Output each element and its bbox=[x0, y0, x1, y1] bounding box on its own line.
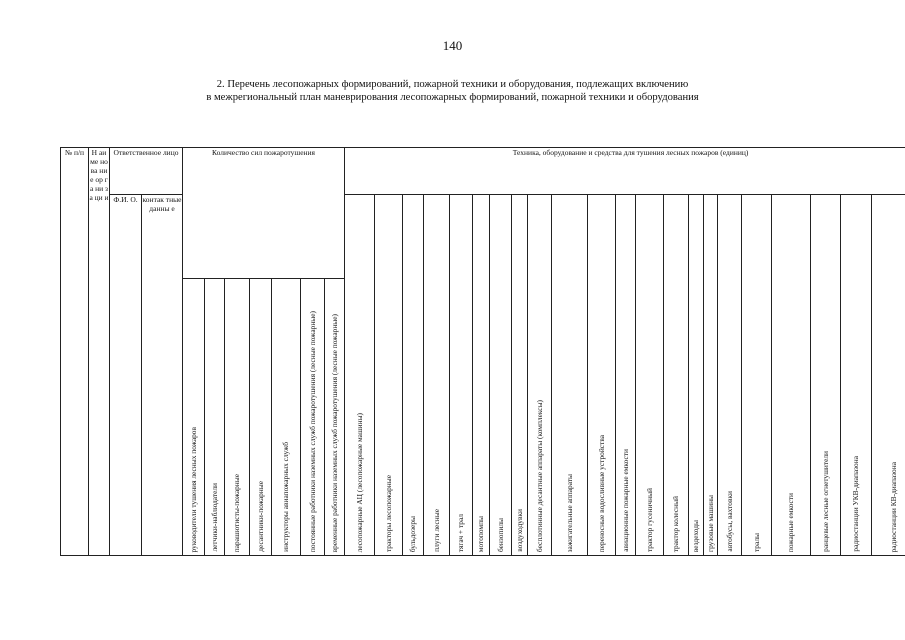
equipment-column-label: тракторы лесопожарные bbox=[383, 474, 393, 552]
col-number-header: № п/п bbox=[61, 148, 89, 556]
equipment-column-label: зажигательные аппараты bbox=[564, 473, 574, 552]
equipment-column-header bbox=[450, 195, 473, 556]
forces-column-header bbox=[325, 279, 345, 556]
equipment-column-header bbox=[841, 195, 872, 556]
forces-column-header bbox=[225, 279, 250, 556]
document-title bbox=[0, 78, 905, 104]
equipment-column-label: тягач + трал bbox=[456, 513, 466, 552]
equipment-column-label: ранцевые лесные огнетушители bbox=[820, 451, 830, 552]
forces-column-label: инструкторы авиапожарных служб bbox=[281, 442, 291, 552]
equipment-column-label: мотопомпы bbox=[476, 515, 486, 552]
equipment-column-header bbox=[704, 195, 718, 556]
equipment-column-header bbox=[811, 195, 841, 556]
forces-column-label: временные работники наземных служб пожаротушения (лесные пожарные) bbox=[329, 313, 339, 552]
equipment-column-label: вездеходы bbox=[691, 519, 701, 552]
equipment-column-label: радиостанции УКВ-диапазона bbox=[851, 456, 861, 552]
equipment-column-label: грузовые машины bbox=[705, 495, 715, 552]
equipment-column-header bbox=[718, 195, 742, 556]
equipment-column-header bbox=[528, 195, 552, 556]
equipment-column-label: плуги лесные bbox=[431, 509, 441, 552]
contacts-header: контак тные данны е bbox=[142, 195, 183, 556]
title-line-2: в межрегиональный план маневрирования лесопожарных формирований, пожарной техники и оборудования bbox=[206, 92, 699, 103]
forces-column-header bbox=[205, 279, 225, 556]
equipment-column-label: тралы bbox=[751, 532, 761, 552]
forces-column-label: парашютисты-пожарные bbox=[232, 473, 242, 552]
equipment-column-label: бульдозеры bbox=[408, 515, 418, 552]
equipment-column-label: трактор гусеничный bbox=[644, 487, 654, 552]
equipment-column-label: бензопилы bbox=[495, 517, 505, 552]
forces-header: Количество сил пожаротушения bbox=[183, 148, 345, 279]
equipment-column-label: переносные водосливные устройства bbox=[596, 434, 606, 552]
equipment-column-label: радиостанции КВ-диапазона bbox=[889, 461, 899, 552]
equipment-column-header bbox=[588, 195, 616, 556]
forces-column-label: летчики-наблюдатели bbox=[209, 483, 219, 552]
forces-column-header bbox=[250, 279, 272, 556]
equipment-column-header bbox=[552, 195, 588, 556]
equipment-column-header bbox=[664, 195, 689, 556]
responsible-header: Ответственное лицо bbox=[110, 148, 183, 195]
equipment-column-label: воздуходувки bbox=[514, 509, 524, 552]
equipment-column-header bbox=[512, 195, 528, 556]
forces-column-label: руководители тушения лесных пожаров bbox=[188, 426, 198, 552]
forces-column-label: постоянные работники наземных служб пожаротушения (лесные пожарные) bbox=[307, 310, 317, 552]
fio-header: Ф.И. О. bbox=[110, 195, 142, 556]
equipment-column-header bbox=[636, 195, 664, 556]
forces-column-label: десантники-пожарные bbox=[255, 481, 265, 552]
equipment-column-label: автобусы, вахтовки bbox=[724, 491, 734, 552]
title-line-1: 2. Перечень лесопожарных формирований, пожарной техники и оборудования, подлежащих включению bbox=[216, 79, 689, 90]
forces-column-header bbox=[272, 279, 301, 556]
equipment-column-header bbox=[772, 195, 811, 556]
equipment-column-header bbox=[616, 195, 636, 556]
equipment-column-header bbox=[490, 195, 512, 556]
forces-column-header bbox=[301, 279, 325, 556]
equipment-column-header bbox=[375, 195, 403, 556]
equipment-column-label: авиационные пожарные емкости bbox=[620, 449, 630, 552]
equipment-column-header bbox=[345, 195, 375, 556]
equipment-header: Техника, оборудование и средства для тушения лесных пожаров (единиц) bbox=[345, 148, 905, 195]
forces-equipment-table bbox=[60, 147, 905, 556]
equipment-column-header bbox=[403, 195, 424, 556]
equipment-column-header bbox=[689, 195, 704, 556]
equipment-column-label: бесплотинные десантные аппараты (комплексы) bbox=[534, 399, 544, 552]
equipment-column-label: пожарные емкости bbox=[786, 492, 796, 552]
equipment-column-label: лесопожарные АЦ (лесопожарные машины) bbox=[354, 412, 364, 552]
equipment-column-label: трактор колесный bbox=[671, 495, 681, 552]
equipment-column-header bbox=[424, 195, 450, 556]
col-organization-header: Н аи ме но ва ни е ор га ни за ци и bbox=[89, 148, 110, 556]
page-number: 140 bbox=[442, 38, 463, 53]
forces-column-header bbox=[183, 279, 205, 556]
equipment-column-header bbox=[473, 195, 490, 556]
equipment-column-header bbox=[872, 195, 905, 556]
equipment-column-header bbox=[742, 195, 772, 556]
